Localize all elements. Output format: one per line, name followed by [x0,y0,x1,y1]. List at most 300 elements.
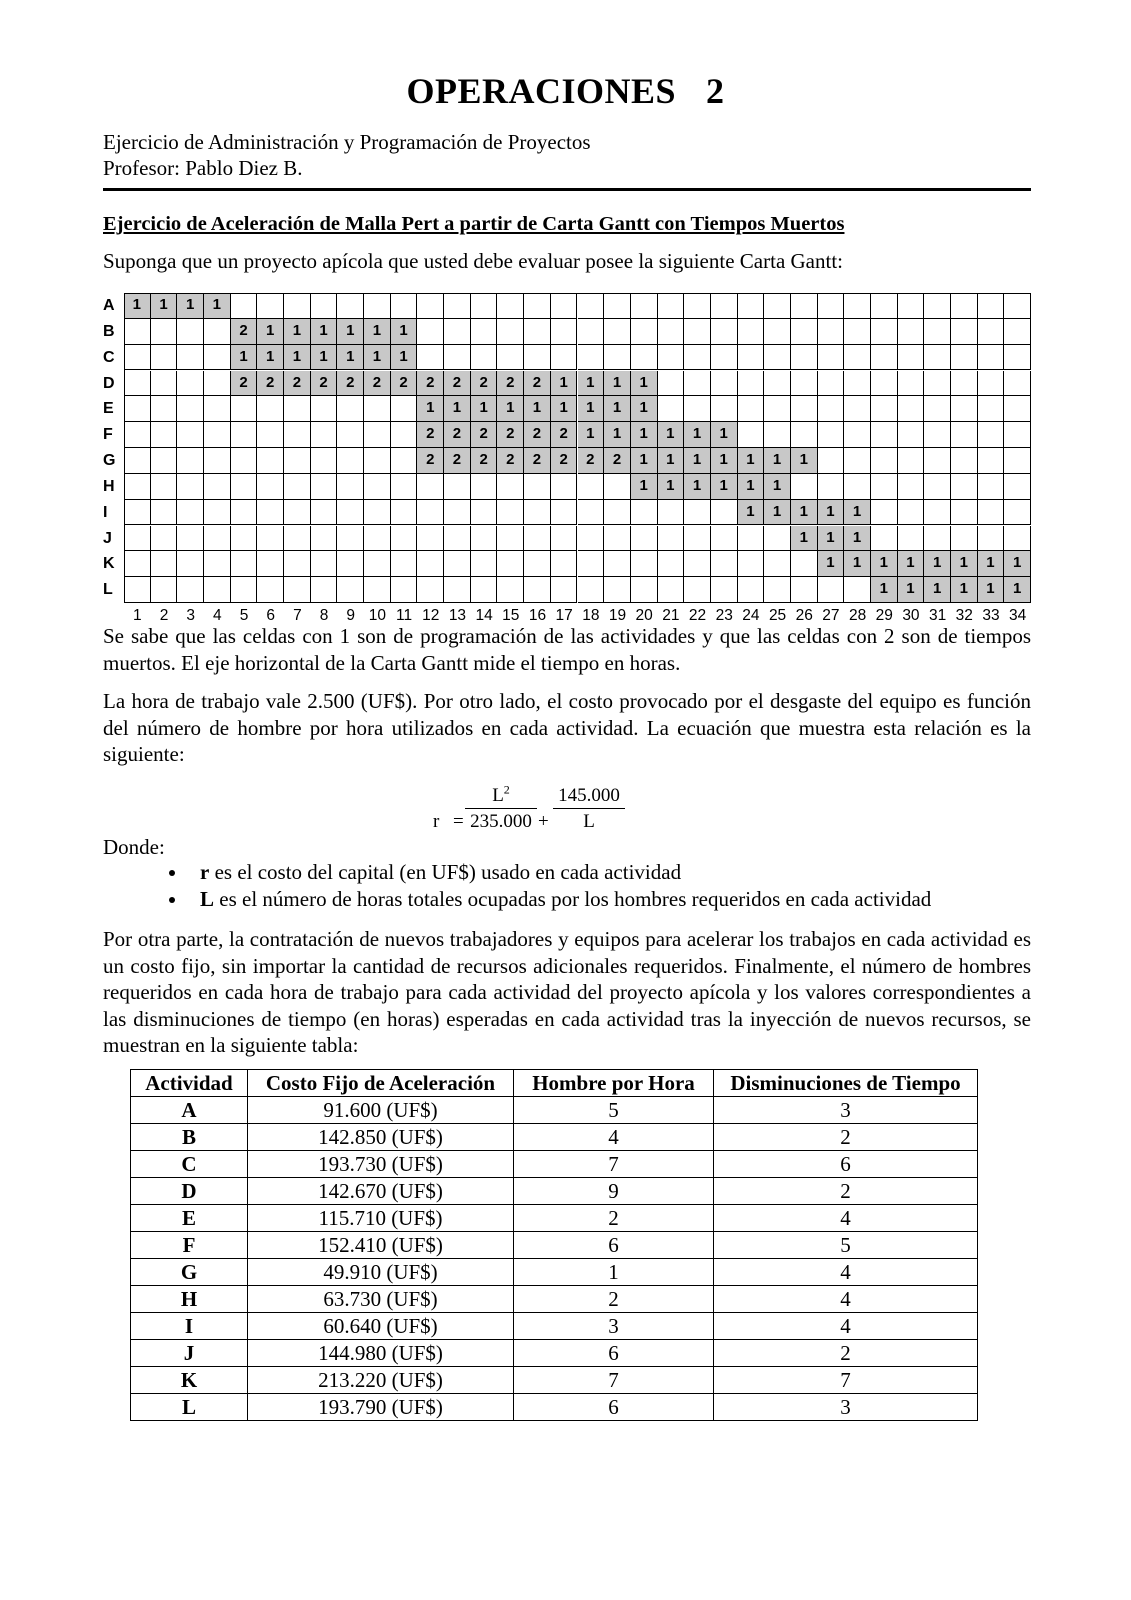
gantt-empty-cell [844,319,871,345]
gantt-empty-cell [257,577,284,603]
cell-activity: L [131,1394,248,1421]
gantt-empty-cell [364,500,391,526]
gantt-empty-cell [364,551,391,577]
gantt-empty-cell [257,474,284,500]
gantt-empty-cell [551,345,578,371]
gantt-empty-cell [337,551,364,577]
gantt-bar-cell: 2 [417,371,444,397]
gantt-empty-cell [924,526,951,552]
gantt-empty-cell [684,526,711,552]
gantt-empty-cell [284,293,311,319]
professor: Profesor: Pablo Diez B. [103,156,303,180]
gantt-empty-cell [818,293,845,319]
gantt-empty-cell [124,371,151,397]
gantt-empty-cell [924,448,951,474]
gantt-row-label: L [103,581,113,599]
gantt-hour-tick: 32 [955,607,973,624]
fraction-1-numerator [465,784,537,808]
gantt-hour-tick: 26 [795,607,813,624]
fraction-1-denominator: 235.000 [470,811,532,832]
gantt-empty-cell [337,577,364,603]
gantt-empty-cell [844,293,871,319]
gantt-empty-cell [444,577,471,603]
gantt-empty-cell [124,396,151,422]
header-rule [103,188,1031,191]
cell-men-per-hour: 2 [514,1205,714,1232]
gantt-bar-cell: 1 [391,345,418,371]
gantt-bar-cell: 2 [391,371,418,397]
gantt-empty-cell [391,448,418,474]
gantt-empty-cell [604,319,631,345]
gantt-bar-cell: 1 [711,448,738,474]
gantt-empty-cell [711,526,738,552]
gantt-bar-cell: 2 [471,371,498,397]
gantt-bar-cell: 1 [631,371,658,397]
page-title [0,70,1131,112]
title-text: OPERACIONES [406,71,677,111]
gantt-empty-cell [604,526,631,552]
gantt-bar-cell: 1 [124,293,151,319]
gantt-empty-cell [417,577,444,603]
gantt-empty-cell [658,396,685,422]
gantt-empty-cell [898,396,925,422]
subtitle: Ejercicio de Administración y Programación de Proyectos [103,130,591,154]
gantt-empty-cell [684,293,711,319]
gantt-hour-tick: 27 [822,607,840,624]
table-row [131,1313,978,1340]
gantt-empty-cell [231,422,258,448]
gantt-empty-cell [764,371,791,397]
gantt-empty-cell [284,551,311,577]
gantt-empty-cell [578,551,605,577]
fraction-2-denominator: L [583,811,595,832]
fraction-1-exponent: 2 [503,782,510,797]
gantt-empty-cell [818,577,845,603]
gantt-empty-cell [924,500,951,526]
gantt-bar-cell: 1 [1004,577,1031,603]
gantt-empty-cell [471,345,498,371]
gantt-empty-cell [124,448,151,474]
gantt-empty-cell [631,551,658,577]
gantt-bar-cell: 1 [684,474,711,500]
gantt-hour-tick: 30 [902,607,920,624]
gantt-empty-cell [818,319,845,345]
gantt-hour-tick: 19 [608,607,627,624]
gantt-empty-cell [684,396,711,422]
fraction-1-numerator-base: L [492,785,504,806]
gantt-empty-cell [177,345,204,371]
cell-time-reduction: 4 [714,1313,978,1340]
gantt-empty-cell [284,526,311,552]
gantt-empty-cell [658,345,685,371]
gantt-empty-cell [764,319,791,345]
gantt-empty-cell [311,422,338,448]
gantt-empty-cell [204,396,231,422]
intro-paragraph: Suponga que un proyecto apícola que usted debe evaluar posee la siguiente Carta Gantt: [103,249,844,273]
gantt-empty-cell [391,577,418,603]
gantt-hour-tick: 2 [159,607,169,624]
fraction-2-numerator: 145.000 [558,785,620,806]
cell-activity: A [131,1097,248,1124]
gantt-hour-tick: 3 [186,607,195,624]
gantt-empty-cell [1004,293,1031,319]
cell-activity: F [131,1232,248,1259]
gantt-empty-cell [204,551,231,577]
gantt-empty-cell [951,474,978,500]
cost-paragraph: La hora de trabajo vale 2.500 (UF$). Por otro lado, el costo provocado por el desgaste del equipo es función del número de hombre por hora utilizados en cada actividad. La ecuación que muestra esta relación es la siguiente: [103,689,1031,766]
gantt-hour-tick: 18 [582,607,600,624]
gantt-bar-cell: 1 [524,396,551,422]
gantt-empty-cell [871,422,898,448]
cell-time-reduction: 4 [714,1259,978,1286]
gantt-empty-cell [738,551,765,577]
gantt-empty-cell [497,526,524,552]
gantt-hour-tick: 12 [422,607,440,624]
gantt-empty-cell [444,526,471,552]
gantt-empty-cell [311,474,338,500]
gantt-bar-cell: 1 [257,345,284,371]
formula-equals: = [453,811,464,832]
header-fixed-cost: Costo Fijo de Aceleración [248,1070,514,1097]
gantt-empty-cell [124,319,151,345]
gantt-bar-cell: 2 [497,448,524,474]
gantt-hour-tick: 28 [848,607,867,624]
gantt-bar-cell: 2 [524,448,551,474]
gantt-empty-cell [924,396,951,422]
bullet-icon [169,870,175,876]
gantt-empty-cell [578,345,605,371]
gantt-empty-cell [151,526,178,552]
gantt-empty-cell [124,345,151,371]
gantt-empty-cell [364,577,391,603]
gantt-empty-cell [524,474,551,500]
table-row [131,1259,978,1286]
gantt-empty-cell [524,293,551,319]
table-row [131,1178,978,1205]
gantt-empty-cell [551,526,578,552]
gantt-bar-cell: 1 [711,474,738,500]
cell-time-reduction: 3 [714,1097,978,1124]
gantt-empty-cell [364,422,391,448]
gantt-empty-cell [231,526,258,552]
gantt-empty-cell [711,396,738,422]
gantt-empty-cell [898,474,925,500]
gantt-empty-cell [978,293,1005,319]
gantt-empty-cell [978,526,1005,552]
gantt-bar-cell: 1 [764,500,791,526]
gantt-empty-cell [311,577,338,603]
gantt-bar-cell: 1 [898,551,925,577]
gantt-bar-cell: 1 [604,422,631,448]
gantt-empty-cell [337,500,364,526]
table-row [131,1205,978,1232]
gantt-empty-cell [791,371,818,397]
gantt-bar-cell: 1 [578,422,605,448]
gantt-empty-cell [844,474,871,500]
formula-plus: + [538,811,549,832]
gantt-bar-cell: 1 [631,474,658,500]
table-row [131,1367,978,1394]
gantt-empty-cell [551,293,578,319]
gantt-empty-cell [471,293,498,319]
gantt-empty-cell [337,396,364,422]
gantt-empty-cell [151,448,178,474]
gantt-empty-cell [204,371,231,397]
cell-time-reduction: 2 [714,1340,978,1367]
activity-table [130,1069,978,1421]
gantt-empty-cell [231,293,258,319]
gantt-empty-cell [124,474,151,500]
gantt-empty-cell [924,293,951,319]
gantt-empty-cell [978,396,1005,422]
gantt-empty-cell [391,396,418,422]
gantt-empty-cell [177,371,204,397]
gantt-empty-cell [124,577,151,603]
gantt-bar-cell: 1 [898,577,925,603]
gantt-empty-cell [978,345,1005,371]
gantt-empty-cell [151,500,178,526]
gantt-empty-cell [524,345,551,371]
gantt-empty-cell [497,500,524,526]
gantt-empty-cell [818,474,845,500]
formula-lhs: r [433,811,440,832]
gantt-empty-cell [604,345,631,371]
gantt-empty-cell [631,577,658,603]
gantt-empty-cell [738,371,765,397]
gantt-empty-cell [711,551,738,577]
gantt-empty-cell [204,474,231,500]
gantt-empty-cell [417,474,444,500]
gantt-bar-cell: 2 [417,448,444,474]
cell-activity: E [131,1205,248,1232]
gantt-empty-cell [951,345,978,371]
gantt-empty-cell [391,474,418,500]
gantt-empty-cell [311,551,338,577]
gantt-hour-tick: 31 [928,607,947,624]
gantt-empty-cell [151,345,178,371]
gantt-bar-cell: 1 [738,448,765,474]
gantt-empty-cell [764,293,791,319]
cell-activity: H [131,1286,248,1313]
gantt-bar-cell: 1 [444,396,471,422]
gantt-empty-cell [711,500,738,526]
gantt-hour-tick: 1 [133,607,142,624]
gantt-empty-cell [684,345,711,371]
gantt-hour-tick: 7 [293,607,302,624]
gantt-bar-cell: 1 [311,319,338,345]
gantt-empty-cell [1004,371,1031,397]
gantt-empty-cell [658,551,685,577]
gantt-hour-tick: 14 [475,607,493,624]
gantt-bar-cell: 2 [578,448,605,474]
gantt-empty-cell [684,577,711,603]
gantt-bar-cell: 1 [951,577,978,603]
gantt-empty-cell [311,293,338,319]
cell-men-per-hour: 7 [514,1151,714,1178]
gantt-empty-cell [257,396,284,422]
table-row [131,1097,978,1124]
gantt-hour-tick: 34 [1009,607,1027,624]
gantt-hour-tick: 4 [213,607,222,624]
gantt-empty-cell [658,577,685,603]
gantt-empty-cell [364,396,391,422]
cell-fixed-cost: 142.850 (UF$) [248,1124,514,1151]
gantt-empty-cell [151,422,178,448]
gantt-bar-cell: 2 [417,422,444,448]
gantt-empty-cell [951,371,978,397]
gantt-empty-cell [417,319,444,345]
cell-activity: I [131,1313,248,1340]
gantt-empty-cell [764,396,791,422]
gantt-bar-cell: 1 [924,577,951,603]
gantt-empty-cell [578,319,605,345]
gantt-empty-cell [1004,396,1031,422]
cell-fixed-cost: 63.730 (UF$) [248,1286,514,1313]
table-header-row [131,1070,978,1097]
gantt-bar-cell: 1 [497,396,524,422]
gantt-empty-cell [151,474,178,500]
gantt-empty-cell [364,526,391,552]
gantt-empty-cell [791,396,818,422]
gantt-empty-cell [844,577,871,603]
gantt-empty-cell [497,577,524,603]
gantt-empty-cell [284,396,311,422]
gantt-empty-cell [898,319,925,345]
cell-time-reduction: 6 [714,1151,978,1178]
gantt-empty-cell [177,448,204,474]
gantt-empty-cell [444,293,471,319]
gantt-empty-cell [658,293,685,319]
cell-fixed-cost: 193.790 (UF$) [248,1394,514,1421]
gantt-empty-cell [898,293,925,319]
gantt-empty-cell [524,551,551,577]
gantt-empty-cell [658,319,685,345]
section-title: Ejercicio de Aceleración de Malla Pert a partir de Carta Gantt con Tiempos Muertos [103,213,845,235]
gantt-empty-cell [978,448,1005,474]
gantt-empty-cell [684,371,711,397]
gantt-bar-cell: 2 [551,422,578,448]
gantt-row-label: F [103,426,113,444]
gantt-hour-tick: 9 [346,607,356,624]
gantt-bar-cell: 2 [231,371,258,397]
gantt-empty-cell [604,474,631,500]
gantt-bar-cell: 1 [791,526,818,552]
gantt-empty-cell [337,448,364,474]
gantt-bar-cell: 1 [871,551,898,577]
gantt-empty-cell [924,319,951,345]
gantt-row-label: C [103,348,115,366]
gantt-empty-cell [871,526,898,552]
gantt-bar-cell: 1 [151,293,178,319]
cell-fixed-cost: 115.710 (UF$) [248,1205,514,1232]
gantt-hour-tick: 24 [742,607,760,624]
gantt-empty-cell [471,526,498,552]
gantt-bar-cell: 1 [604,371,631,397]
gantt-empty-cell [1004,422,1031,448]
gantt-empty-cell [524,500,551,526]
gantt-bar-cell: 1 [818,526,845,552]
gantt-empty-cell [1004,500,1031,526]
gantt-empty-cell [978,474,1005,500]
gantt-empty-cell [337,474,364,500]
gantt-empty-cell [818,345,845,371]
gantt-bar-cell: 1 [311,345,338,371]
gantt-empty-cell [604,293,631,319]
gantt-empty-cell [284,577,311,603]
gantt-hour-tick: 11 [396,607,413,624]
gantt-empty-cell [124,551,151,577]
gantt-empty-cell [204,319,231,345]
gantt-empty-cell [257,500,284,526]
gantt-bar-cell: 1 [284,345,311,371]
gantt-empty-cell [204,526,231,552]
gantt-empty-cell [391,422,418,448]
gantt-bar-cell: 1 [791,448,818,474]
table-row [131,1340,978,1367]
gantt-bar-cell: 1 [764,474,791,500]
gantt-empty-cell [177,500,204,526]
gantt-empty-cell [417,345,444,371]
contract-paragraph: Por otra parte, la contratación de nuevos trabajadores y equipos para acelerar los trabajos en cada actividad es un costo fijo, sin importar la cantidad de recursos adicionales requeridos. Finalmente, el número de hombres requeridos en cada hora de trabajo para cada actividad del proyecto apícola y los valores correspondientes a las disminuciones de tiempo (en horas) esperadas en cada actividad tras la inyección de nuevos recursos, se muestran en la siguiente tabla: [103,927,1031,1057]
gantt-empty-cell [978,422,1005,448]
gantt-empty-cell [871,293,898,319]
cell-men-per-hour: 4 [514,1124,714,1151]
gantt-bar-cell: 1 [684,422,711,448]
cell-men-per-hour: 6 [514,1340,714,1367]
gantt-empty-cell [444,474,471,500]
gantt-empty-cell [818,396,845,422]
gantt-empty-cell [471,500,498,526]
gantt-empty-cell [231,551,258,577]
gantt-empty-cell [578,474,605,500]
gantt-empty-cell [1004,345,1031,371]
gantt-empty-cell [471,551,498,577]
gantt-empty-cell [364,293,391,319]
gantt-empty-cell [711,371,738,397]
gantt-empty-cell [818,371,845,397]
gantt-empty-cell [951,448,978,474]
definition-text: es el costo del capital (en UF$) usado en cada actividad [209,860,682,884]
gantt-empty-cell [177,474,204,500]
gantt-bar-cell: 1 [364,319,391,345]
gantt-bar-cell: 1 [818,500,845,526]
gantt-empty-cell [871,474,898,500]
gantt-bar-cell: 1 [818,551,845,577]
gantt-bar-cell: 1 [551,396,578,422]
gantt-empty-cell [604,551,631,577]
gantt-empty-cell [898,345,925,371]
gantt-empty-cell [871,319,898,345]
gantt-empty-cell [204,577,231,603]
gantt-bar-cell: 1 [257,319,284,345]
gantt-empty-cell [311,526,338,552]
gantt-empty-cell [898,422,925,448]
table-row [131,1232,978,1259]
header-men-per-hour: Hombre por Hora [514,1070,714,1097]
gantt-empty-cell [497,293,524,319]
gantt-bar-cell: 2 [524,371,551,397]
gantt-empty-cell [951,396,978,422]
gantt-empty-cell [871,396,898,422]
cell-men-per-hour: 3 [514,1313,714,1340]
gantt-empty-cell [764,345,791,371]
gantt-bar-cell: 1 [604,396,631,422]
gantt-empty-cell [417,551,444,577]
cells-paragraph: Se sabe que las celdas con 1 son de programación de las actividades y que las celdas con 2 son de tiempos muertos. El eje horizontal de la Carta Gantt mide el tiempo en horas. [103,624,1031,675]
gantt-empty-cell [1004,474,1031,500]
gantt-empty-cell [231,396,258,422]
gantt-hour-tick: 17 [555,607,573,624]
